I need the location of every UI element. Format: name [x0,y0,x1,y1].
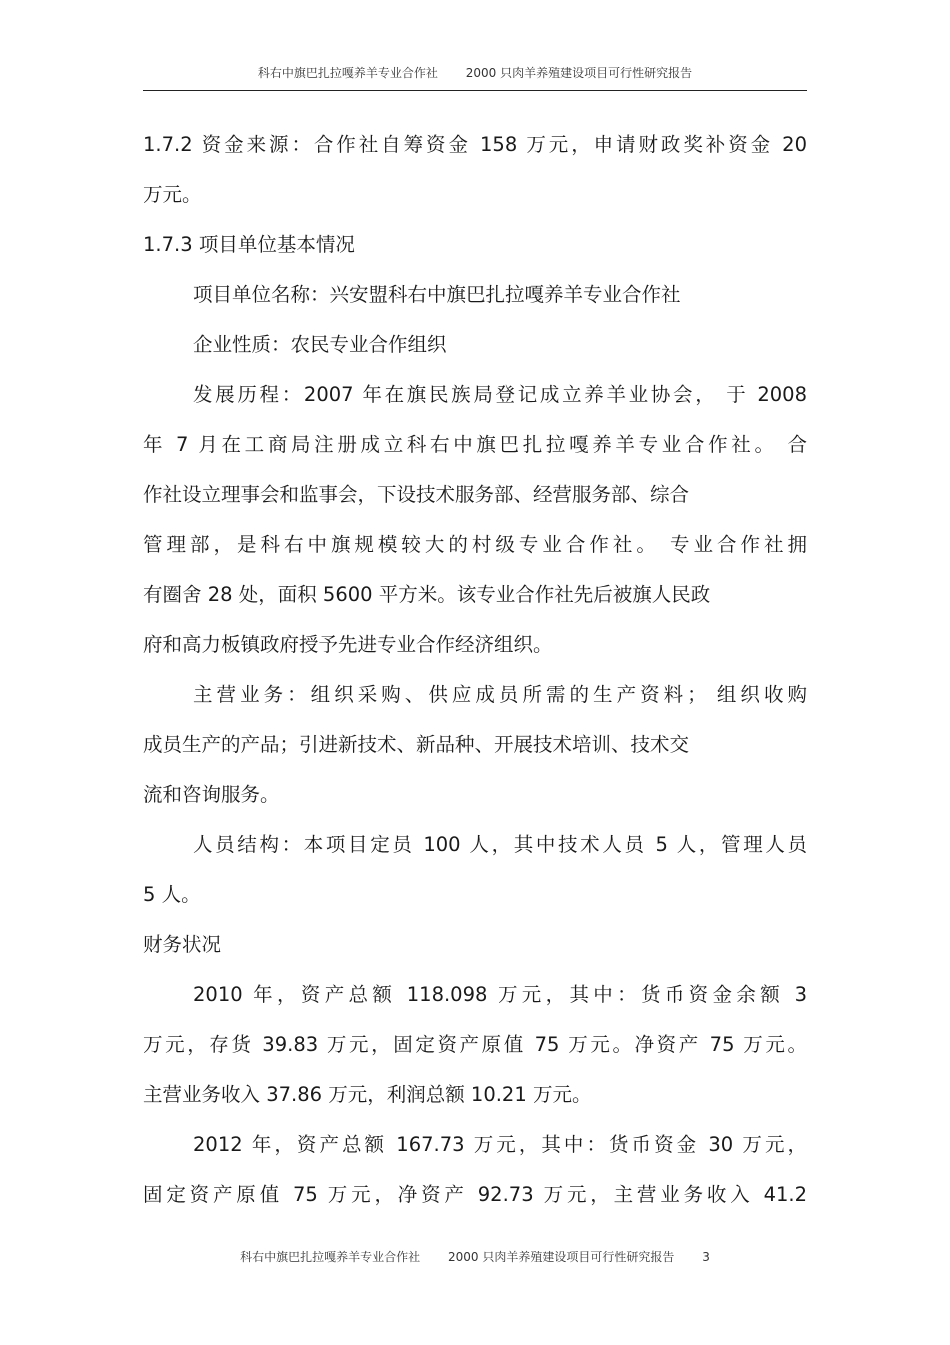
history-line-2: 年 7 月在工商局注册成立科右中旗巴扎拉嘎养羊专业合作社。 合 [143,433,807,456]
finance-2012-line-2: 固定资产原值 75 万元，净资产 92.73 万元，主营业务收入 41.2 [143,1183,807,1206]
financial-status-heading: 财务状况 [143,933,222,956]
finance-2010-line-3: 主营业务收入 37.86 万元，利润总额 10.21 万元。 [143,1083,592,1106]
enterprise-nature: 企业性质：农民专业合作组织 [193,333,447,356]
document-body [143,120,807,1220]
page-number: 3 [702,1250,710,1264]
header-report-title: 2000 只肉羊养殖建设项目可行性研究报告 [465,66,693,80]
history-line-5: 有圈舍 28 处，面积 5600 平方米。该专业合作社先后被旗人民政 [143,583,711,606]
page-footer [143,1248,807,1265]
unit-name: 项目单位名称：兴安盟科右中旗巴扎拉嘎养羊专业合作社 [193,283,681,306]
history-line-4: 管理部，是科右中旗规模较大的村级专业合作社。 专业合作社拥 [143,533,807,556]
finance-2012-line-1: 2012 年，资产总额 167.73 万元，其中：货币资金 30 万元， [193,1133,807,1156]
history-line-6: 府和高力板镇政府授予先进专业合作经济组织。 [143,633,553,656]
history-line-1: 发展历程：2007 年在旗民族局登记成立养羊业协会， 于 2008 [193,383,807,406]
footer-report-title: 2000 只肉羊养殖建设项目可行性研究报告 [448,1250,675,1264]
header-org-name: 科右中旗巴扎拉嘎养羊专业合作社 [257,66,438,80]
finance-2010-line-1: 2010 年，资产总额 118.098 万元，其中：货币资金余额 3 [193,983,807,1006]
footer-org-name: 科右中旗巴扎拉嘎养羊专业合作社 [240,1250,421,1264]
header-divider [143,90,807,91]
finance-2010-line-2: 万元，存货 39.83 万元，固定资产原值 75 万元。净资产 75 万元。 [143,1033,807,1056]
page-header [143,64,807,86]
funding-source-line-2: 万元。 [143,183,202,206]
business-line-3: 流和咨询服务。 [143,783,280,806]
section-heading-1-7-3: 1.7.3 项目单位基本情况 [143,233,355,256]
funding-source-line-1: 1.7.2 资金来源：合作社自筹资金 158 万元，申请财政奖补资金 20 [143,133,807,156]
staffing-line-2: 5 人。 [143,883,201,906]
business-line-2: 成员生产的产品；引进新技术、新品种、开展技术培训、技术交 [143,733,690,756]
history-line-3: 作社设立理事会和监事会，下设技术服务部、经营服务部、综合 [143,483,690,506]
business-line-1: 主营业务：组织采购、供应成员所需的生产资料； 组织收购 [193,683,807,706]
staffing-line-1: 人员结构：本项目定员 100 人，其中技术人员 5 人，管理人员 [193,833,807,856]
